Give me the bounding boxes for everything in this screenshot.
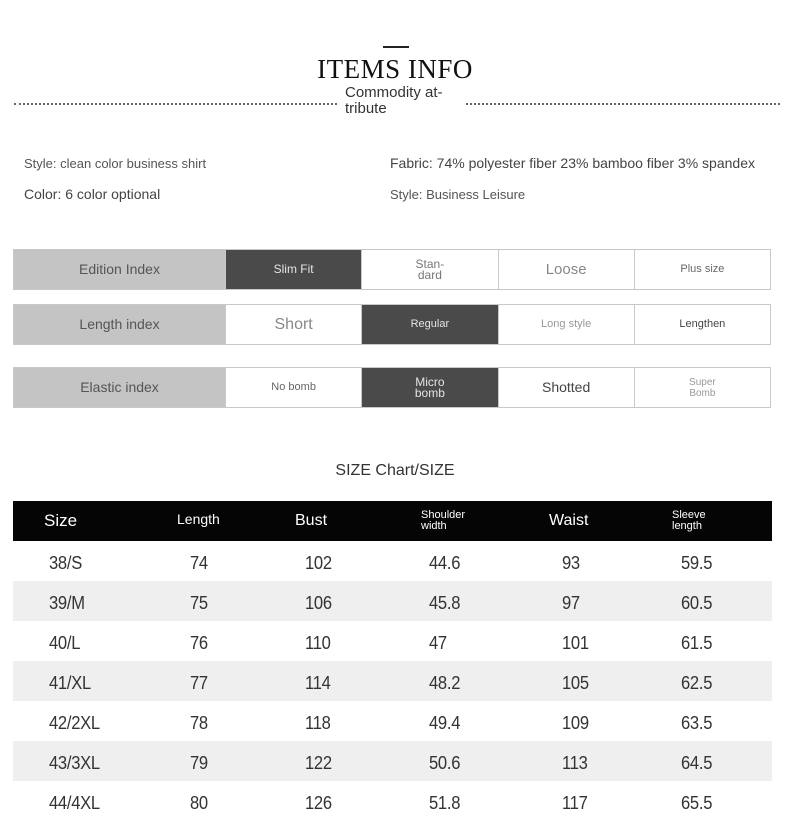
attr-fabric: Fabric: 74% polyester fiber 23% bamboo fiber 3% spandex	[390, 155, 755, 171]
index-option: Super Bomb	[635, 368, 770, 407]
table-cell: 106	[305, 593, 332, 613]
table-cell: 60.5	[681, 593, 713, 613]
table-cell: 51.8	[429, 793, 461, 813]
table-cell: 64.5	[681, 753, 713, 773]
table-cell: 49.4	[429, 713, 461, 733]
table-cell: 93	[562, 553, 580, 573]
table-cell: 77	[190, 673, 208, 693]
column-header: Length	[177, 511, 220, 527]
index-option: Micro bomb	[362, 368, 498, 407]
table-cell: 41/XL	[49, 673, 91, 693]
table-cell: 74	[190, 553, 208, 573]
table-row	[13, 701, 772, 741]
table-cell: 40/L	[49, 633, 81, 653]
table-cell: 59.5	[681, 553, 713, 573]
table-cell: 50.6	[429, 753, 461, 773]
table-row	[13, 781, 772, 821]
table-cell: 105	[562, 673, 589, 693]
index-option: Shotted	[499, 368, 635, 407]
table-cell: 101	[562, 633, 589, 653]
column-header: Shoulder width	[421, 509, 466, 532]
title-dash	[383, 46, 409, 48]
index-option: Slim Fit	[226, 250, 362, 289]
table-cell: 44/4XL	[49, 793, 100, 813]
index-option: Loose	[499, 250, 635, 289]
index-row	[13, 249, 771, 290]
page-title: ITEMS INFO	[317, 54, 473, 84]
table-cell: 114	[305, 673, 331, 693]
table-cell: 79	[190, 753, 208, 773]
table-cell: 65.5	[681, 793, 713, 813]
column-header: Bust	[295, 512, 328, 529]
table-cell: 126	[305, 793, 332, 813]
size-chart-title: SIZE Chart/SIZE	[335, 462, 455, 479]
size-table-header	[13, 501, 772, 541]
index-option: No bomb	[226, 368, 362, 407]
index-label: Elastic index	[14, 368, 226, 407]
table-cell: 63.5	[681, 713, 713, 733]
index-label: Edition Index	[14, 250, 226, 289]
table-row	[13, 661, 772, 701]
table-cell: 122	[305, 753, 332, 773]
index-option: Long style	[499, 305, 635, 344]
table-row	[13, 741, 772, 781]
table-cell: 48.2	[429, 673, 461, 693]
table-cell: 45.8	[429, 593, 461, 613]
table-cell: 117	[562, 793, 588, 813]
index-option: Plus size	[635, 250, 770, 289]
attr-color: Color: 6 color optional	[24, 186, 161, 202]
table-cell: 97	[562, 593, 580, 613]
table-cell: 39/M	[49, 593, 85, 613]
attr-style-2: Style: Business Leisure	[390, 187, 526, 202]
column-header: Waist	[549, 512, 589, 529]
divider-left	[14, 103, 337, 105]
table-cell: 80	[190, 793, 208, 813]
table-cell: 110	[305, 633, 331, 653]
table-cell: 62.5	[681, 673, 713, 693]
index-option: Stan- dard	[362, 250, 498, 289]
index-option: Short	[226, 305, 362, 344]
table-cell: 75	[190, 593, 208, 613]
attr-style: Style: clean color business shirt	[24, 156, 207, 171]
column-header: Sleeve length	[672, 509, 706, 532]
table-cell: 43/3XL	[49, 753, 100, 773]
table-cell: 113	[562, 753, 588, 773]
index-option: Lengthen	[635, 305, 770, 344]
index-option: Regular	[362, 305, 498, 344]
table-cell: 42/2XL	[49, 713, 100, 733]
section-subtitle: Commodity at- tribute	[345, 84, 443, 117]
divider-right	[466, 103, 780, 105]
table-cell: 78	[190, 713, 208, 733]
table-cell: 102	[305, 553, 332, 573]
size-table	[13, 501, 772, 821]
index-row	[13, 367, 771, 408]
table-cell: 61.5	[681, 633, 713, 653]
table-cell: 44.6	[429, 553, 461, 573]
index-row	[13, 304, 771, 345]
index-label: Length index	[14, 305, 226, 344]
table-cell: 38/S	[49, 553, 82, 573]
table-cell: 109	[562, 713, 589, 733]
table-row	[13, 541, 772, 581]
table-cell: 47	[429, 633, 447, 653]
column-header: Size	[44, 511, 78, 530]
table-row	[13, 581, 772, 621]
table-cell: 76	[190, 633, 208, 653]
table-row	[13, 621, 772, 661]
table-cell: 118	[305, 713, 331, 733]
